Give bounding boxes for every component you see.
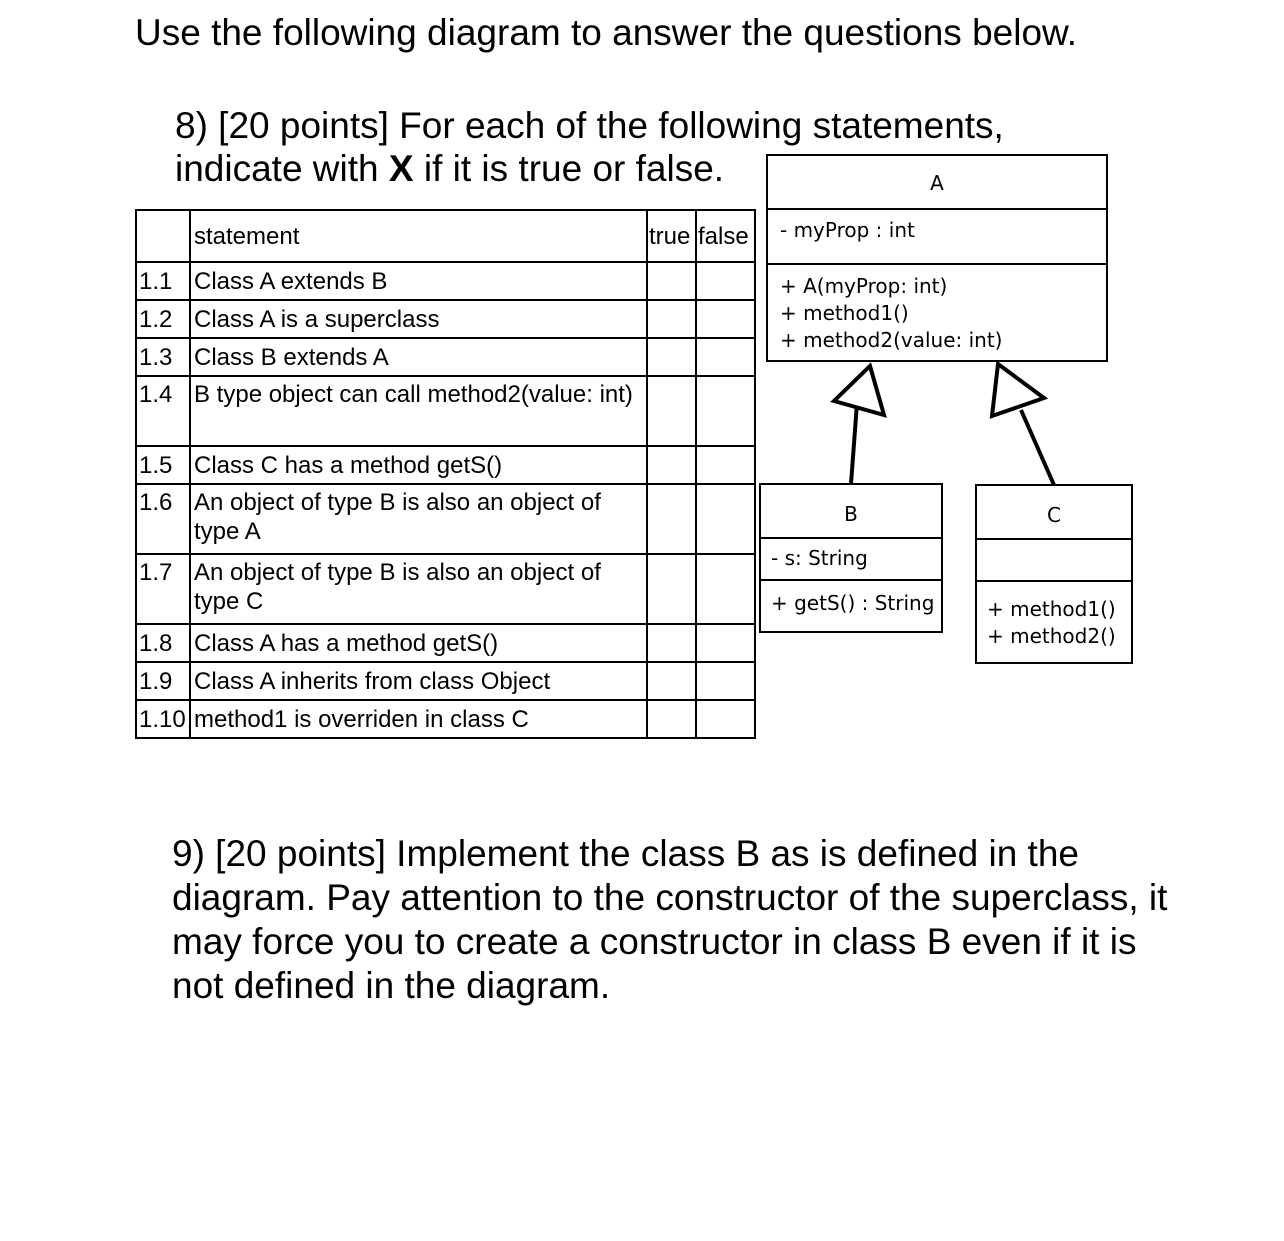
class-a-attribute: - myProp : int <box>780 218 915 242</box>
header-true: true <box>647 210 696 262</box>
row-number: 1.10 <box>136 700 190 738</box>
class-b-attributes <box>761 539 941 581</box>
row-statement: Class C has a method getS() <box>190 446 647 484</box>
intro-text: Use the following diagram to answer the questions below. <box>135 12 1077 53</box>
question-8-line2-after: if it is true or false. <box>413 148 725 189</box>
c-generalization-arrowhead <box>992 364 1044 416</box>
class-c-name: C <box>977 486 1131 540</box>
class-a-method: + method2(value: int) <box>780 328 1003 352</box>
class-a-method: + method1() <box>780 301 909 325</box>
row-statement: Class A has a method getS() <box>190 624 647 662</box>
class-c-method: + method1() <box>987 597 1116 621</box>
class-a-box <box>766 154 1108 362</box>
class-c-method: + method2() <box>987 624 1116 648</box>
row-statement: Class A inherits from class Object <box>190 662 647 700</box>
row-statement: B type object can call method2(value: int) <box>190 376 647 446</box>
row-number: 1.5 <box>136 446 190 484</box>
class-c-methods <box>977 582 1131 650</box>
class-a-attributes <box>768 210 1106 265</box>
b-to-a-line <box>851 403 857 484</box>
header-false: false <box>696 210 755 262</box>
question-8-mark: X <box>388 148 414 189</box>
b-generalization-arrowhead <box>834 366 884 415</box>
class-b-method: + getS() : String <box>771 591 935 615</box>
class-b-name: B <box>761 485 941 539</box>
class-a-method: + A(myProp: int) <box>780 274 948 298</box>
row-statement: An object of type B is also an object of type A <box>190 484 647 554</box>
question-9: 9) [20 points] Implement the class B as is defined in the diagram. Pay attention to the constructor of the superclass, it may force you to create a constructor in class B even if it is not defined in the diagram. <box>172 833 1168 1006</box>
row-number: 1.8 <box>136 624 190 662</box>
row-statement: method1 is overriden in class C <box>190 700 647 738</box>
row-number: 1.2 <box>136 300 190 338</box>
question-8-line2-before: indicate with <box>175 148 389 189</box>
question-8-line1: 8) [20 points] For each of the following statements, <box>175 105 1004 146</box>
row-number: 1.4 <box>136 376 190 446</box>
row-statement: Class B extends A <box>190 338 647 376</box>
row-number: 1.3 <box>136 338 190 376</box>
class-a-name: A <box>768 156 1106 210</box>
row-number: 1.7 <box>136 554 190 624</box>
header-statement: statement <box>190 210 647 262</box>
class-b-box <box>759 483 943 633</box>
row-number: 1.6 <box>136 484 190 554</box>
c-to-a-line <box>1021 410 1054 485</box>
class-c-box <box>975 484 1133 664</box>
row-statement: An object of type B is also an object of type C <box>190 554 647 624</box>
class-b-attribute: - s: String <box>771 546 868 570</box>
class-c-attributes <box>977 540 1131 582</box>
row-number: 1.1 <box>136 262 190 300</box>
class-a-methods <box>768 265 1106 354</box>
row-statement: Class A is a superclass <box>190 300 647 338</box>
class-b-methods <box>761 581 941 615</box>
row-number: 1.9 <box>136 662 190 700</box>
row-statement: Class A extends B <box>190 262 647 300</box>
